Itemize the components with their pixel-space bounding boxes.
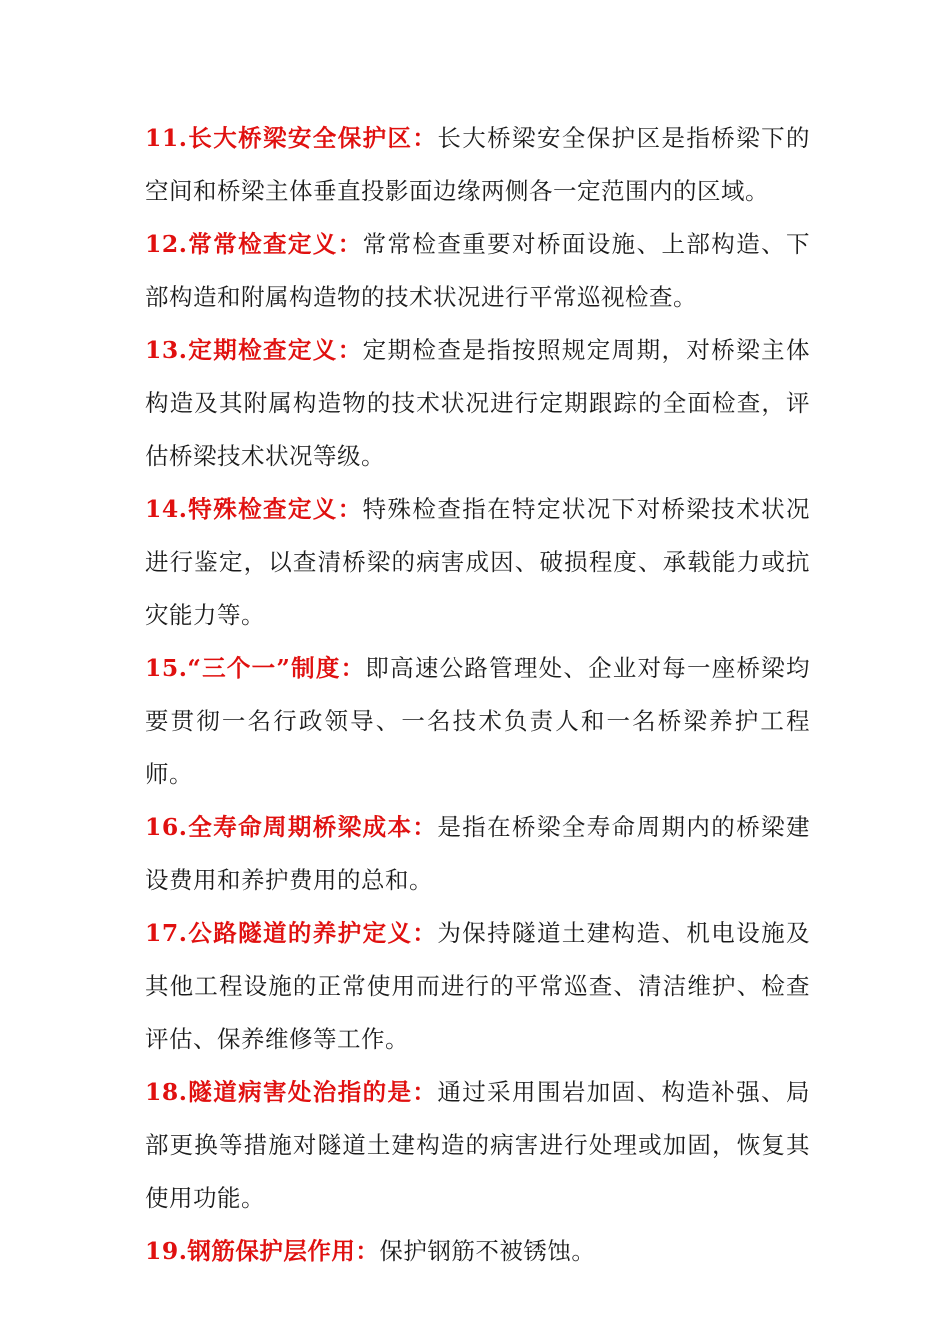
entry-12 [145, 218, 810, 324]
entry-18 [145, 1066, 810, 1225]
entry-11 [145, 112, 810, 218]
entry-13 [145, 324, 810, 483]
definition-13: 定期检查是指按照规定周期，对桥梁主体构造及其附属构造物的技术状况进行定期跟踪的全面检查，评估桥梁技术状况等级。 [145, 336, 810, 470]
definition-14: 特殊检查指在特定状况下对桥梁技术状况进行鉴定，以查清桥梁的病害成因、破损程度、承载能力或抗灾能力等。 [145, 495, 810, 629]
term-14: 14.特殊检查定义： [145, 495, 363, 523]
document-page [145, 112, 810, 1278]
entry-16 [145, 801, 810, 907]
definition-15: 即高速公路管理处、企业对每一座桥梁均要贯彻一名行政领导、一名技术负责人和一名桥梁养护工程师。 [145, 654, 811, 788]
definition-16: 是指在桥梁全寿命周期内的桥梁建设费用和养护费用的总和。 [145, 813, 811, 894]
term-15: 15.“三个一”制度： [145, 654, 366, 682]
term-13: 13.定期检查定义： [145, 336, 363, 364]
entry-15 [145, 642, 810, 801]
term-11: 11.长大桥梁安全保护区： [145, 124, 438, 152]
entry-14 [145, 483, 810, 642]
entry-19 [145, 1225, 810, 1278]
term-16: 16.全寿命周期桥梁成本： [145, 813, 438, 841]
entry-17 [145, 907, 810, 1066]
term-19: 19.钢筋保护层作用： [145, 1237, 380, 1265]
definition-12: 常常检查重要对桥面设施、上部构造、下部构造和附属构造物的技术状况进行平常巡视检查。 [145, 230, 810, 311]
term-12: 12.常常检查定义： [145, 230, 363, 258]
term-17: 17.公路隧道的养护定义： [145, 919, 438, 947]
definition-19: 保护钢筋不被锈蚀。 [379, 1237, 596, 1265]
definition-11: 长大桥梁安全保护区是指桥梁下的空间和桥梁主体垂直投影面边缘两侧各一定范围内的区域。 [145, 124, 811, 205]
term-18: 18.隧道病害处治指的是： [145, 1078, 438, 1106]
definition-18: 通过采用围岩加固、构造补强、局部更换等措施对隧道土建构造的病害进行处理或加固，恢复其使用功能。 [145, 1078, 811, 1212]
definition-17: 为保持隧道土建构造、机电设施及其他工程设施的正常使用而进行的平常巡查、清洁维护、检查评估、保养维修等工作。 [145, 919, 811, 1053]
